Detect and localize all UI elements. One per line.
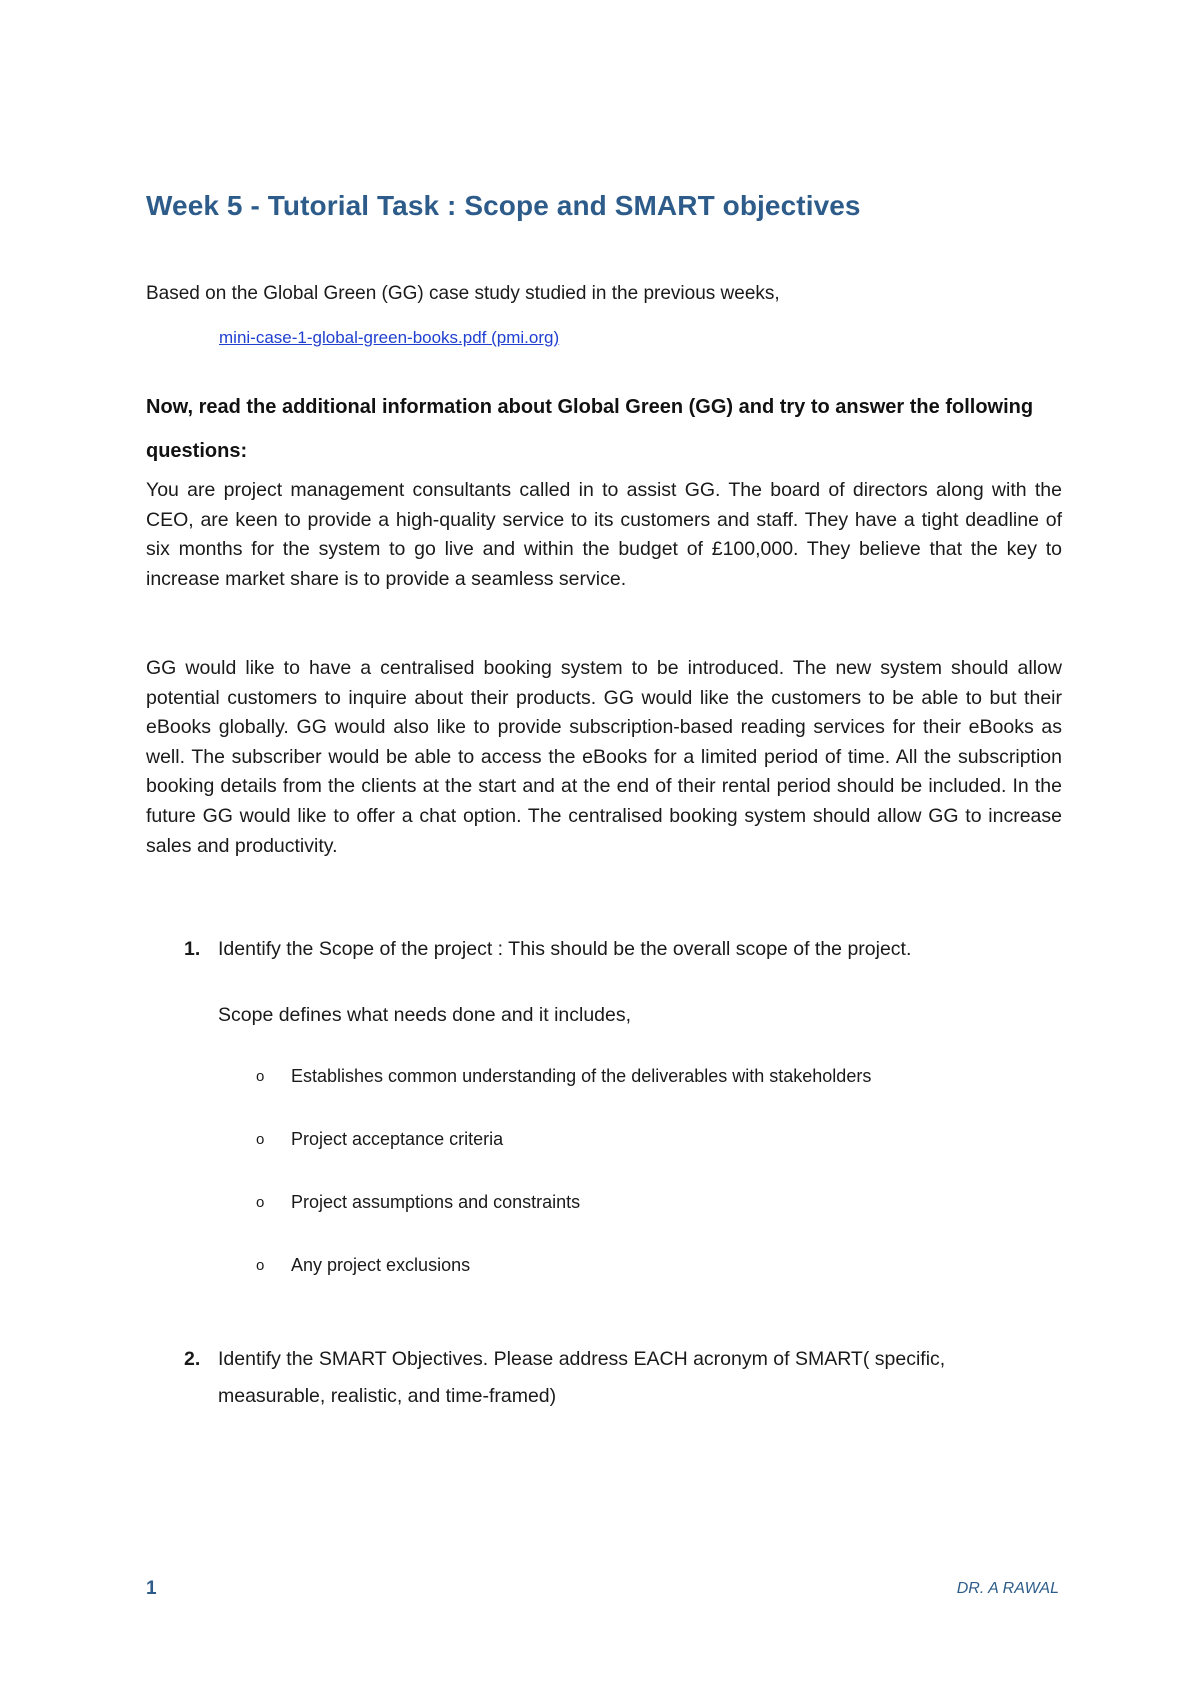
list-item-text: Any project exclusions [291, 1255, 471, 1275]
question-number: 1. [184, 938, 201, 960]
question-2 [184, 1348, 945, 1408]
bullet-marker: o [256, 1257, 265, 1274]
intro-text: Based on the Global Green (GG) case study studied in the previous weeks, [146, 283, 780, 304]
list-item [256, 1129, 871, 1192]
question-text-line1: Identify the SMART Objectives. Please address EACH acronym of SMART( specific, [218, 1348, 946, 1370]
question-number: 2. [184, 1348, 201, 1370]
case-study-link[interactable]: mini-case-1-global-green-books.pdf (pmi.org) [219, 328, 560, 347]
question-text: Identify the Scope of the project : This should be the overall scope of the project. [218, 938, 912, 960]
section-subheading: Now, read the additional information about Global Green (GG) and try to answer the following questions: [146, 396, 1034, 462]
paragraph-context: You are project management consultants called in to assist GG. The board of directors along with the CEO, are keen to provide a high-quality service to its customers and staff. They have a tight deadline of six months for the system to go live and within the budget of £100,000. They believe that the key to increase market share is to provide a seamless service. [146, 479, 1062, 590]
list-item [256, 1192, 871, 1255]
scope-list [256, 1066, 871, 1318]
list-item-text: Project acceptance criteria [291, 1129, 504, 1149]
bullet-marker: o [256, 1131, 265, 1148]
paragraph-requirements: GG would like to have a centralised booking system to be introduced. The new system should allow potential customers to inquire about their products. GG would like the customers to be able to but their eBooks globally. GG would also like to provide subscription-based reading services for their eBooks as well. The subscriber would be able to access the eBooks for a limited period of time. All the subscription booking details from the clients at the start and at the end of their rental period should be included. In the future GG would like to offer a chat option. The centralised booking system should allow GG to increase sales and productivity. [146, 657, 1062, 857]
page-title: Week 5 - Tutorial Task : Scope and SMART objectives [146, 190, 861, 221]
list-item [256, 1255, 871, 1318]
bullet-marker: o [256, 1068, 265, 1085]
list-item [256, 1066, 871, 1129]
question-text-line2: measurable, realistic, and time-framed) [218, 1385, 557, 1407]
question-1 [184, 938, 911, 961]
scope-definition: Scope defines what needs done and it includes, [218, 1004, 632, 1026]
footer-author: DR. A RAWAL [956, 1580, 1059, 1597]
list-item-text: Project assumptions and constraints [291, 1192, 581, 1212]
page-number: 1 [146, 1578, 157, 1599]
bullet-marker: o [256, 1194, 265, 1211]
list-item-text: Establishes common understanding of the deliverables with stakeholders [291, 1066, 872, 1086]
